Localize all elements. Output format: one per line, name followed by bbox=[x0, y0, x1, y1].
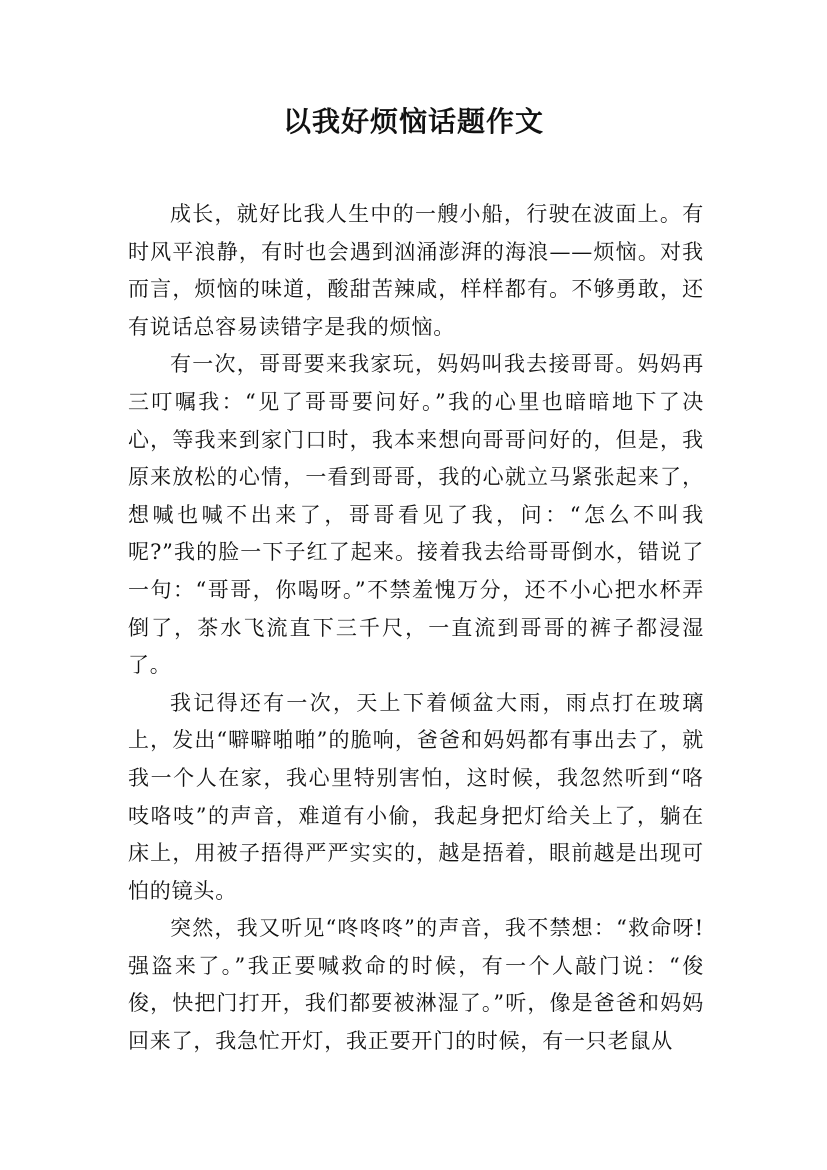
document-body bbox=[128, 196, 704, 1061]
paragraph: 成长，就好比我人生中的一艘小船，行驶在波面上。有时风平浪静，有时也会遇到汹涌澎湃的海浪——烦恼。对我而言，烦恼的味道，酸甜苦辣咸，样样都有。不够勇敢，还有说话总容易读错字是我的烦恼。 bbox=[128, 202, 704, 339]
paragraph: 有一次，哥哥要来我家玩，妈妈叫我去接哥哥。妈妈再三叮嘱我：“见了哥哥要问好。”我的心里也暗暗地下了决心，等我来到家门口时，我本来想向哥哥问好的，但是，我原来放松的心情，一看到哥哥，我的心就立马紧张起来了，想喊也喊不出来了，哥哥看见了我，问：“怎么不叫我呢?”我的脸一下子红了起来。接着我去给哥哥倒水，错说了一句：“哥哥，你喝呀。”不禁羞愧万分，还不小心把水杯弄倒了，茶水飞流直下三千尺，一直流到哥哥的裤子都浸湿了。 bbox=[128, 352, 704, 678]
paragraph: 我记得还有一次，天上下着倾盆大雨，雨点打在玻璃上，发出“噼噼啪啪”的脆响，爸爸和妈妈都有事出去了，就我一个人在家，我心里特别害怕，这时候，我忽然听到“咯吱咯吱”的声音，难道有小偷，我起身把灯给关上了，躺在床上，用被子捂得严严实实的，越是捂着，眼前越是出现可怕的镜头。 bbox=[128, 690, 704, 903]
paragraph: 突然，我又听见“咚咚咚”的声音，我不禁想：“救命呀!强盗来了。”我正要喊救命的时候，有一个人敲门说：“俊俊，快把门打开，我们都要被淋湿了。”听，像是爸爸和妈妈回来了，我急忙开灯，我正要开门的时候，有一只老鼠从 bbox=[128, 916, 704, 1054]
document-title: 以我好烦恼话题作文 bbox=[282, 105, 544, 138]
